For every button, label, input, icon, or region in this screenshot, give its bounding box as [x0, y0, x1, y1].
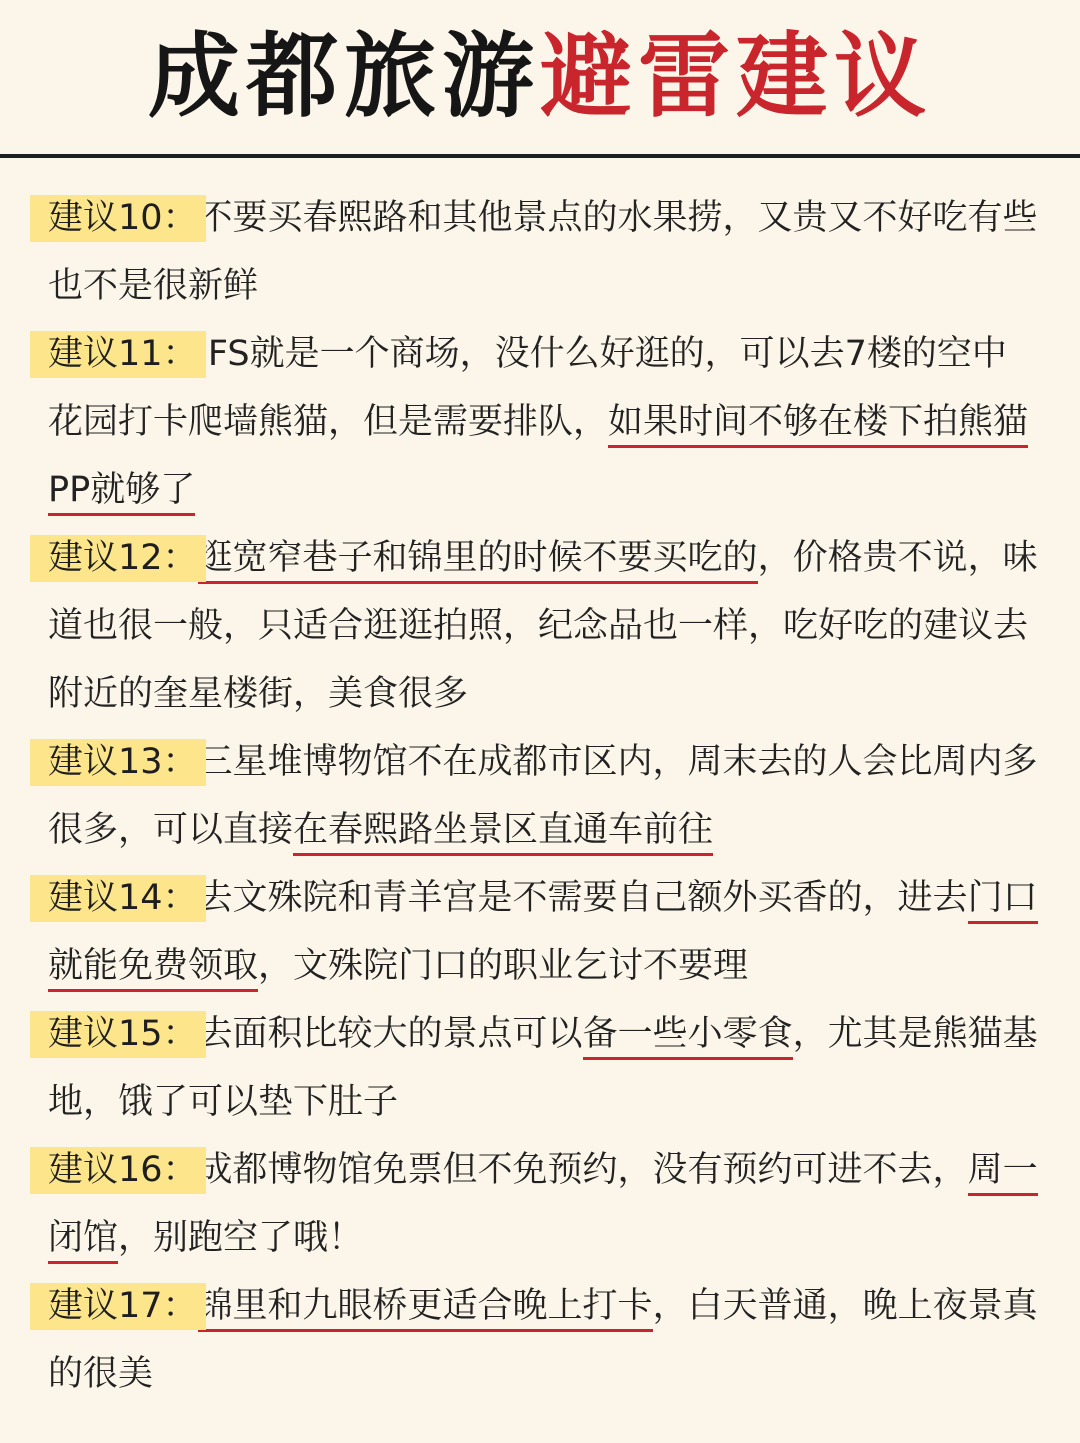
tip-tag: 建议15：	[48, 1014, 198, 1054]
tip-underlined-text: 门口就能免费领取	[48, 878, 1038, 992]
title-part2: 避雷建议	[540, 23, 933, 130]
tip-text: ，尤其是熊猫基地，饿了可以垫下肚子	[48, 1014, 1038, 1122]
tip-tag: 建议10：	[48, 198, 198, 238]
tip-tag: 建议12：	[48, 538, 198, 578]
tip-item	[48, 524, 1040, 728]
tip-text: 成都博物馆免票但不免预约，没有预约可进不去，	[197, 1150, 968, 1190]
tip-text: 不要买春熙路和其他景点的水果捞，又贵又不好吃有些也不是很新鲜	[48, 198, 1038, 306]
tip-text: 去面积比较大的景点可以	[197, 1014, 583, 1054]
tip-text: ，价格贵不说，味道也很一般，只适合逛逛拍照，纪念品也一样，吃好吃的建议去附近的奎星楼街，美食很多	[48, 538, 1038, 714]
tip-item	[48, 864, 1040, 1000]
tip-item	[48, 320, 1040, 524]
tip-text: 三星堆博物馆不在成都市区内，周末去的人会比周内多很多，可以直接	[48, 742, 1038, 850]
tip-tag: 建议11：	[48, 334, 198, 374]
page-title	[147, 23, 933, 130]
tip-item	[48, 1136, 1040, 1272]
tip-underlined-text: 锦里和九眼桥更适合晚上打卡	[198, 1286, 653, 1332]
tip-text: ，白天普通，晚上夜景真的很美	[48, 1286, 1038, 1394]
tip-underlined-text: 周一闭馆	[48, 1150, 1038, 1264]
tip-text: ，别跑空了哦！	[118, 1218, 364, 1258]
tip-item	[48, 1000, 1040, 1136]
tip-tag: 建议16：	[48, 1150, 198, 1190]
tip-underlined-text: 如果时间不够在楼下拍熊猫PP就够了	[48, 402, 1028, 516]
tip-item	[48, 184, 1040, 320]
tip-list	[0, 184, 1080, 1408]
page-header	[0, 0, 1080, 158]
tip-underlined-text: 在春熙路坐景区直通车前往	[293, 810, 713, 856]
tip-item	[48, 1272, 1040, 1408]
tip-text: ，文殊院门口的职业乞讨不要理	[258, 946, 749, 986]
tip-tag: 建议17：	[48, 1286, 198, 1326]
tip-text: IFS就是一个商场，没什么好逛的，可以去7楼的空中花园打卡爬墙熊猫，但是需要排队，	[48, 334, 1007, 442]
tip-tag: 建议14：	[48, 878, 198, 918]
tip-text: 去文殊院和青羊宫是不需要自己额外买香的，进去	[197, 878, 968, 918]
tip-tag: 建议13：	[48, 742, 198, 782]
tip-item	[48, 728, 1040, 864]
tip-underlined-text: 备一些小零食	[583, 1014, 793, 1060]
tip-underlined-text: 逛宽窄巷子和锦里的时候不要买吃的	[198, 538, 758, 584]
title-part1: 成都旅游	[147, 23, 540, 130]
